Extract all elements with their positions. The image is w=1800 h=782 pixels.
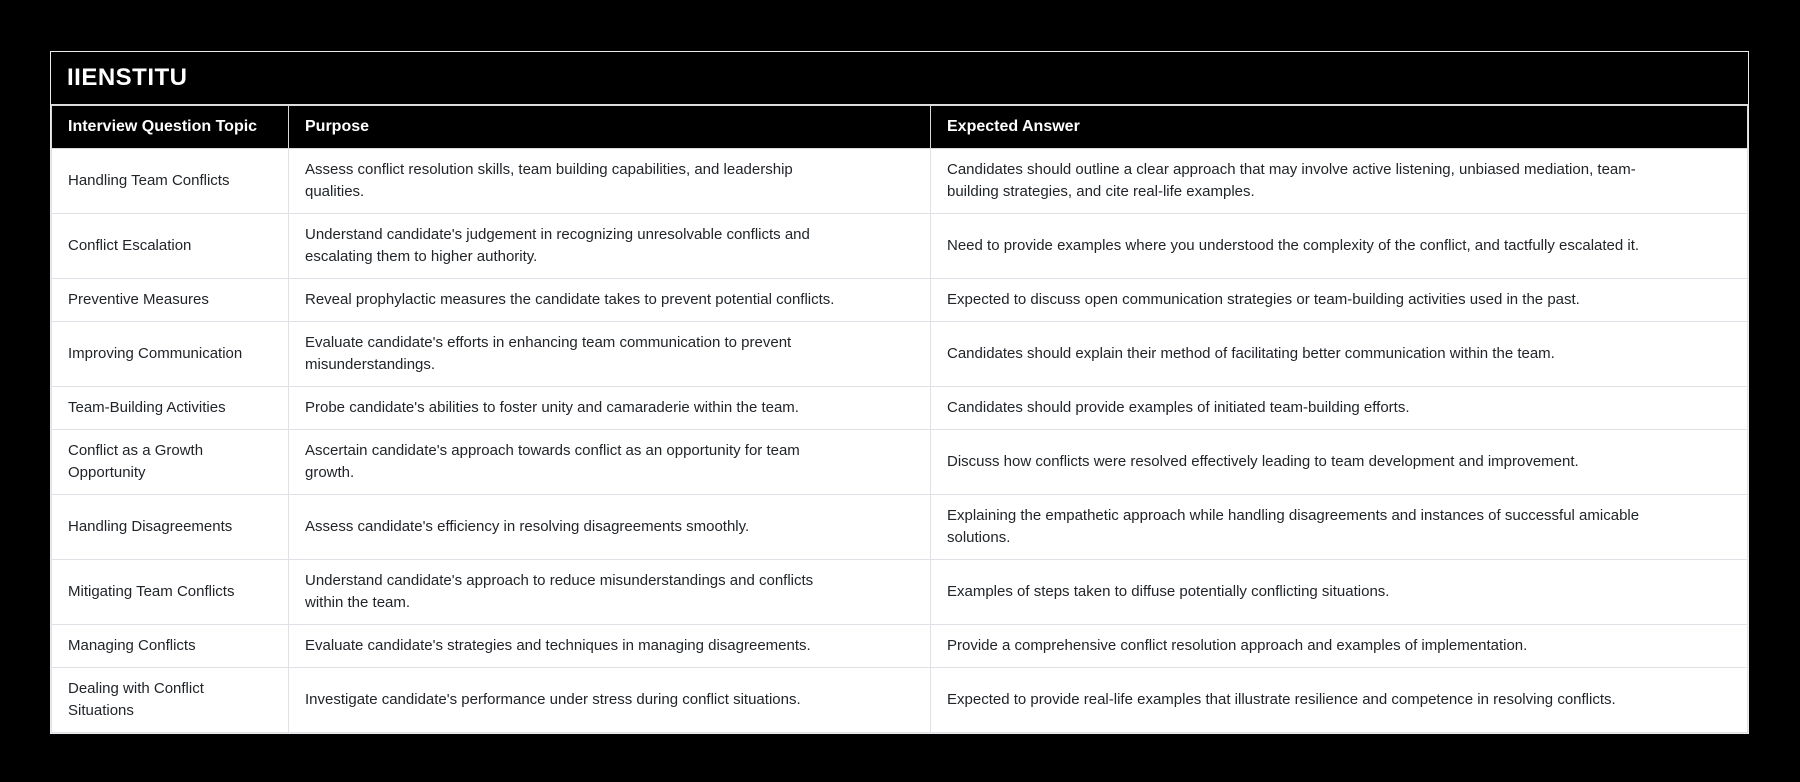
purpose-text: Evaluate candidate's strategies and techniques in managing disagreements. [305, 637, 811, 654]
topic-text: Mitigating Team Conflicts [68, 583, 235, 600]
expected-answer-text: Examples of steps taken to diffuse potentially conflicting situations. [947, 583, 1390, 600]
table-body [52, 149, 1748, 733]
expected-answer-text: Candidates should explain their method of facilitating better communication within the team. [947, 345, 1555, 362]
table-row [52, 322, 1748, 387]
cell-expected-answer [931, 322, 1748, 387]
cell-purpose [289, 322, 931, 387]
cell-topic [52, 560, 289, 625]
cell-expected-answer [931, 149, 1748, 214]
cell-purpose [289, 214, 931, 279]
purpose-text: Understand candidate's approach to reduce misunderstandings and conflicts within the team. [305, 572, 814, 611]
topic-text: Managing Conflicts [68, 637, 196, 654]
interview-question-table [51, 105, 1748, 733]
column-header-topic: Interview Question Topic [52, 106, 289, 149]
expected-answer-text: Need to provide examples where you understood the complexity of the conflict, and tactfully escalated it. [947, 237, 1640, 254]
column-header-expected-answer: Expected Answer [931, 106, 1748, 149]
cell-topic [52, 322, 289, 387]
topic-text: Dealing with Conflict Situations [68, 680, 204, 719]
cell-topic [52, 430, 289, 495]
page-title: IIENSTITU [51, 52, 1748, 105]
purpose-text: Understand candidate's judgement in recognizing unresolvable conflicts and escalating them to higher authority. [305, 226, 810, 265]
cell-purpose [289, 149, 931, 214]
cell-expected-answer [931, 214, 1748, 279]
cell-expected-answer [931, 430, 1748, 495]
table-row [52, 214, 1748, 279]
topic-text: Preventive Measures [68, 291, 209, 308]
expected-answer-text: Expected to discuss open communication strategies or team-building activities used in the past. [947, 291, 1580, 308]
cell-purpose [289, 279, 931, 322]
cell-topic [52, 387, 289, 430]
topic-text: Team-Building Activities [68, 399, 226, 416]
table-row [52, 430, 1748, 495]
expected-answer-text: Candidates should outline a clear approach that may involve active listening, unbiased mediation, team-building strategies, and cite real-life examples. [947, 161, 1636, 200]
cell-expected-answer [931, 625, 1748, 668]
expected-answer-text: Expected to provide real-life examples that illustrate resilience and competence in resolving conflicts. [947, 691, 1616, 708]
topic-text: Handling Team Conflicts [68, 172, 230, 189]
interview-table-card [50, 51, 1749, 734]
expected-answer-text: Provide a comprehensive conflict resolution approach and examples of implementation. [947, 637, 1528, 654]
purpose-text: Assess conflict resolution skills, team building capabilities, and leadership qualities. [305, 161, 793, 200]
cell-purpose [289, 430, 931, 495]
cell-expected-answer [931, 495, 1748, 560]
purpose-text: Ascertain candidate's approach towards conflict as an opportunity for team growth. [305, 442, 800, 481]
cell-expected-answer [931, 668, 1748, 733]
cell-topic [52, 214, 289, 279]
cell-expected-answer [931, 387, 1748, 430]
cell-topic [52, 495, 289, 560]
table-row [52, 625, 1748, 668]
purpose-text: Evaluate candidate's efforts in enhancing team communication to prevent misunderstandings. [305, 334, 792, 373]
cell-purpose [289, 387, 931, 430]
topic-text: Conflict as a Growth Opportunity [68, 442, 204, 481]
cell-purpose [289, 495, 931, 560]
cell-purpose [289, 625, 931, 668]
cell-topic [52, 625, 289, 668]
cell-expected-answer [931, 279, 1748, 322]
table-row [52, 279, 1748, 322]
cell-purpose [289, 668, 931, 733]
topic-text: Improving Communication [68, 345, 243, 362]
table-row [52, 495, 1748, 560]
table-header-row [52, 106, 1748, 149]
purpose-text: Reveal prophylactic measures the candidate takes to prevent potential conflicts. [305, 291, 835, 308]
table-row [52, 387, 1748, 430]
cell-topic [52, 668, 289, 733]
cell-topic [52, 279, 289, 322]
cell-expected-answer [931, 560, 1748, 625]
column-header-purpose: Purpose [289, 106, 931, 149]
topic-text: Handling Disagreements [68, 518, 233, 535]
table-row [52, 149, 1748, 214]
table-row [52, 560, 1748, 625]
cell-purpose [289, 560, 931, 625]
expected-answer-text: Candidates should provide examples of initiated team-building efforts. [947, 399, 1410, 416]
expected-answer-text: Discuss how conflicts were resolved effectively leading to team development and improvement. [947, 453, 1579, 470]
purpose-text: Assess candidate's efficiency in resolving disagreements smoothly. [305, 518, 750, 535]
expected-answer-text: Explaining the empathetic approach while handling disagreements and instances of successful amicable solutions. [947, 507, 1640, 546]
cell-topic [52, 149, 289, 214]
table-row [52, 668, 1748, 733]
purpose-text: Probe candidate's abilities to foster unity and camaraderie within the team. [305, 399, 799, 416]
purpose-text: Investigate candidate's performance under stress during conflict situations. [305, 691, 801, 708]
topic-text: Conflict Escalation [68, 237, 192, 254]
